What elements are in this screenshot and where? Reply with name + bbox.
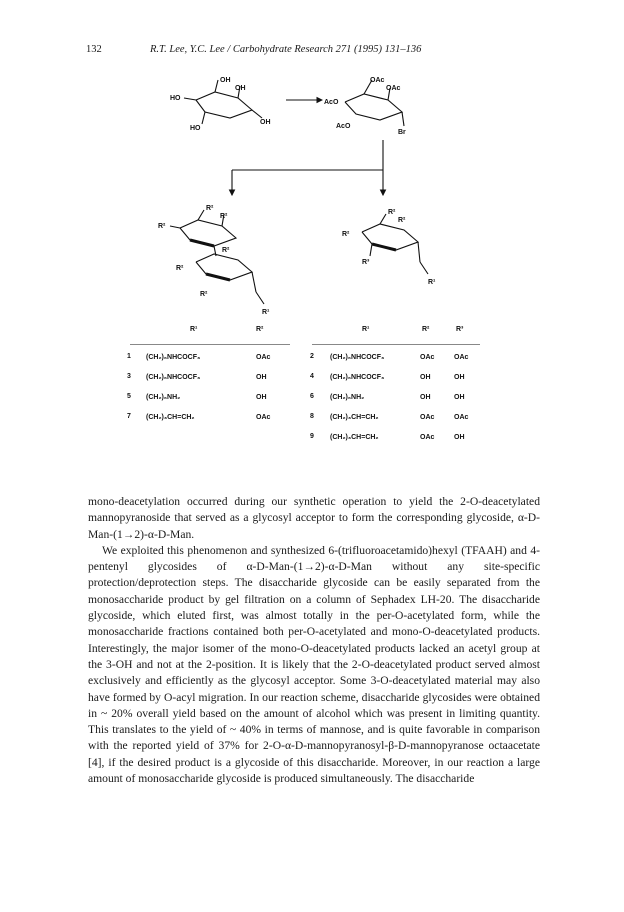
- bromide-label-aco-left: AcO: [324, 99, 339, 106]
- mono-label-r1: R¹: [428, 279, 436, 286]
- right-row-1-r1: (CH₂)₆NHCOCF₃: [330, 354, 385, 361]
- mannose-label-ho-left: HO: [170, 95, 181, 102]
- disaccharide-label-r2-e: R²: [176, 265, 184, 272]
- left-row-1-r2: OAc: [256, 354, 271, 361]
- right-row-4-number: 8: [310, 413, 314, 420]
- disaccharide-label-r2-b: R²: [220, 213, 228, 220]
- right-row-1-number: 2: [310, 353, 314, 360]
- right-row-3-r2: OH: [420, 394, 431, 401]
- left-row-2-r1: (CH₂)₆NHCOCF₃: [146, 374, 201, 381]
- right-table-header-r2: R²: [422, 326, 430, 333]
- right-row-2-r3: OH: [454, 374, 465, 381]
- right-table-header-r3: R³: [456, 326, 464, 333]
- paragraph-2: We exploited this phenomenon and synthesized 6-(trifluoroacetamido)hexyl (TFAAH) and 4-pentenyl glycosides of α-D-Man-(1→2)-α-D-Man without any site-specific protection/deprotection steps. The disaccharide glycoside can be easily separated from the monosaccharide product by gel filtration on a column of Sephadex LH-20. The disaccharide glycoside, which eluted first, was almost totally in the per-O-acetylated form, while the monosaccharide fractions contained both per-O-acetylated and mono-O-deacetylated products. Interestingly, the major isomer of the mono-O-deacetylated products lacked an acetyl group at the 3-OH and not at the 2-position. It is likely that the 2-O-deacetylated product served almost exclusively and efficiently as the glycosyl acceptor. Some 3-O-deacetylated material may also have formed by O-acyl migration. In our reaction scheme, disaccharide glycosides were obtained in ~ 20% overall yield based on the amount of alcohol which was present in limiting quantity. This translates to the yield of ~ 40% in terms of mannose, and is quite favorable in comparison with the reported yield of 37% for 2-O-α-D-mannopyranosyl-β-D-mannopyranose octaacetate [4], if the desired product is a glycoside of this disaccharide. Moreover, in our reaction a large amount of monosaccharide glycoside is produced simultaneously. The disaccharide: [88, 543, 540, 786]
- bromide-structure: [324, 77, 406, 136]
- left-table-header-r1: R¹: [190, 326, 198, 333]
- right-row-1-r2: OAc: [420, 354, 435, 361]
- right-row-3-r3: OH: [454, 394, 465, 401]
- left-table-header-r2: R²: [256, 326, 264, 333]
- reaction-scheme: [0, 0, 624, 345]
- mono-label-r3: R³: [362, 259, 370, 266]
- right-row-4-r1: (CH₂)₃CH=CH₂: [330, 414, 379, 421]
- mono-label-r2-b: R²: [398, 217, 406, 224]
- mannose-label-oh-right: OH: [260, 119, 271, 126]
- left-row-3-r1: (CH₂)₆NH₂: [146, 394, 181, 401]
- bromide-label-br: Br: [398, 129, 406, 136]
- disaccharide-label-r1: R¹: [262, 309, 270, 316]
- disaccharide-structure: [158, 205, 270, 316]
- running-head: R.T. Lee, Y.C. Lee / Carbohydrate Research 271 (1995) 131–136: [150, 44, 422, 55]
- disaccharide-label-r2-a: R²: [206, 205, 214, 212]
- disaccharide-label-r2-d: R²: [222, 247, 230, 254]
- left-row-2-r2: OH: [256, 374, 267, 381]
- right-row-1-r3: OAc: [454, 354, 469, 361]
- left-row-1-number: 1: [127, 353, 131, 360]
- right-row-5-r1: (CH₂)₃CH=CH₂: [330, 434, 379, 441]
- disaccharide-label-r2-f: R²: [200, 291, 208, 298]
- left-row-2-number: 3: [127, 373, 131, 380]
- mono-label-r2-c: R²: [342, 231, 350, 238]
- bromide-label-oac-top: OAc: [370, 77, 385, 84]
- left-row-3-number: 5: [127, 393, 131, 400]
- left-row-4-r2: OAc: [256, 414, 271, 421]
- right-row-4-r3: OAc: [454, 414, 469, 421]
- mannose-label-oh-ring: OH: [235, 85, 246, 92]
- disaccharide-label-r2-c: R²: [158, 223, 166, 230]
- right-table-header-r1: R¹: [362, 326, 370, 333]
- paragraph-1: mono-deacetylation occurred during our synthetic operation to yield the 2-O-deacetylated mannopyranoside that served as a glycosyl acceptor to form the corresponding glycoside, α-D-Man-(1→2)-α-D-Man.: [88, 495, 540, 541]
- right-row-2-r2: OH: [420, 374, 431, 381]
- right-row-3-r1: (CH₂)₆NH₂: [330, 394, 365, 401]
- left-row-3-r2: OH: [256, 394, 267, 401]
- bromide-label-oac-ring: OAc: [386, 85, 401, 92]
- mono-structure: [342, 209, 436, 286]
- mannose-label-ho-bottom: HO: [190, 125, 201, 132]
- right-row-2-number: 4: [310, 373, 314, 380]
- right-row-3-number: 6: [310, 393, 314, 400]
- left-row-4-number: 7: [127, 413, 131, 420]
- right-row-5-r2: OAc: [420, 434, 435, 441]
- bromide-label-aco-bottom: AcO: [336, 123, 351, 130]
- mono-label-r2-a: R²: [388, 209, 396, 216]
- body-text: [88, 494, 540, 787]
- right-row-5-number: 9: [310, 433, 314, 440]
- left-row-1-r1: (CH₂)₆NHCOCF₃: [146, 354, 201, 361]
- mannose-label-oh-top: OH: [220, 77, 231, 84]
- right-row-2-r1: (CH₂)₆NHCOCF₃: [330, 374, 385, 381]
- page-number: 132: [86, 44, 102, 55]
- left-row-4-r1: (CH₂)₃CH=CH₂: [146, 414, 195, 421]
- right-row-5-r3: OH: [454, 434, 465, 441]
- mannose-structure: [170, 77, 271, 132]
- right-row-4-r2: OAc: [420, 414, 435, 421]
